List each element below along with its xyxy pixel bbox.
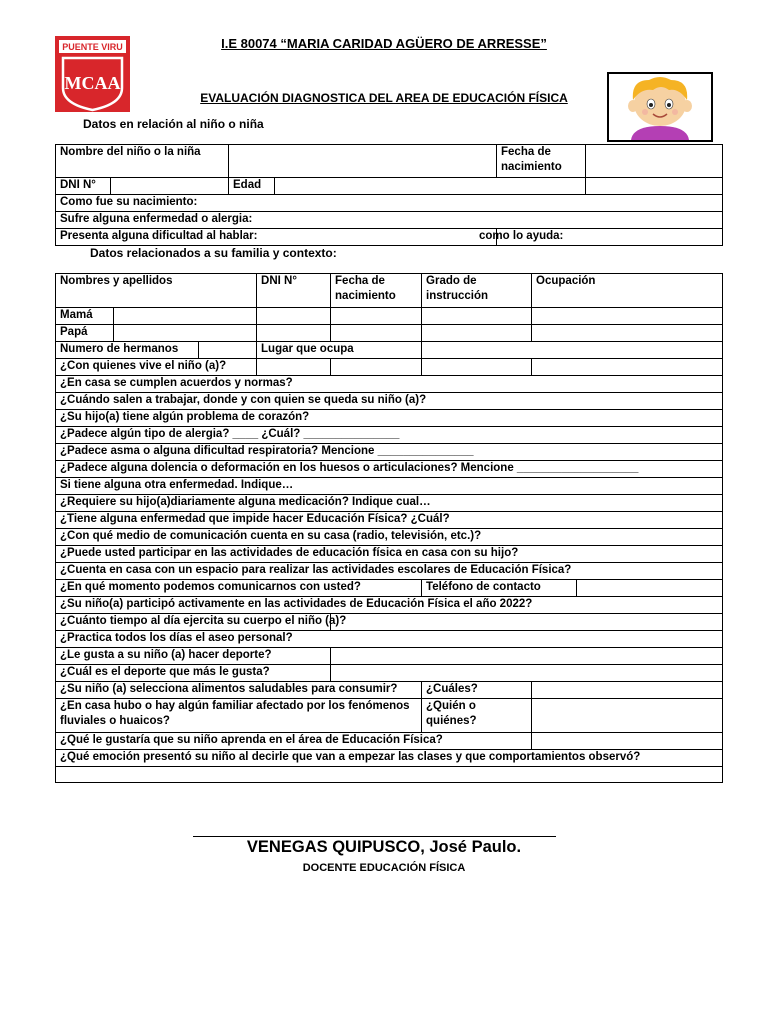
question-row[interactable]: ¿Con qué medio de comunicación cuenta en su casa (radio, televisión, etc.)? [56,529,723,546]
school-name: I.E 80074 “MARIA CARIDAD AGÜERO DE ARRESSE” [221,36,547,51]
help-row[interactable]: como lo ayuda: [497,229,723,246]
phone-field[interactable] [577,580,723,597]
teacher-name: VENEGAS QUIPUSCO, José Paulo. [246,838,522,856]
hygiene-question[interactable]: ¿Practica todos los días el aseo personal? [56,631,723,648]
question-row[interactable]: ¿Padece asma o alguna dificultad respiratoria? Mencione _______________ [56,444,723,461]
siblings-label: Numero de hermanos [56,342,199,359]
col-occupation: Ocupación [532,274,723,308]
contact-question: ¿En qué momento podemos comunicarnos con usted? [56,580,422,597]
age-label: Edad [229,178,275,195]
father-name-field[interactable] [114,325,257,342]
food-question: ¿Su niño (a) selecciona alimentos saludables para consumir? [56,682,422,699]
place-label: Lugar que ocupa [257,342,422,359]
age-field[interactable] [275,178,586,195]
lives-with-field-2[interactable] [331,359,422,376]
family-data-table [55,273,723,783]
child-name-field[interactable] [229,145,497,178]
question-row[interactable]: ¿Padece algún tipo de alergia? ____ ¿Cuál? _______________ [56,427,723,444]
birth-row[interactable]: Como fue su nacimiento: [56,195,723,212]
child-name-label: Nombre del niño o la niña [56,145,229,178]
birthdate-field[interactable] [586,145,723,178]
which-label: ¿Cuáles? [422,682,532,699]
flood-question: ¿En casa hubo o hay algún familiar afectado por los fenómenos fluviales o huaicos? [56,699,422,733]
who-field[interactable] [532,699,723,733]
mother-label: Mamá [56,308,114,325]
illness-row[interactable]: Sufre alguna enfermedad o alergia: [56,212,723,229]
family-section-heading: Datos relacionados a su familia y contexto: [90,246,337,260]
mother-job-field[interactable] [532,308,723,325]
fav-sport-question: ¿Cuál es el deporte que más le gusta? [56,665,331,682]
learn-question: ¿Qué le gustaría que su niño aprenda en el área de Educación Física? [56,733,532,750]
emotion-question[interactable]: ¿Qué emoción presentó su niño al decirle que van a empezar las clases y que comportamientos observó? [56,750,723,767]
question-row[interactable]: ¿Requiere su hijo(a)diariamente alguna medicación? Indique cual… [56,495,723,512]
phone-label: Teléfono de contacto [422,580,577,597]
child-section-heading: Datos en relación al niño o niña [83,117,264,131]
lives-with-field-1[interactable] [257,359,331,376]
mother-name-field[interactable] [114,308,257,325]
mother-edu-field[interactable] [422,308,532,325]
extra-field[interactable] [586,178,723,195]
logo-top-text: PUENTE VIRU [62,42,123,52]
sport-likes-field[interactable] [331,648,723,665]
which-field[interactable] [532,682,723,699]
col-education: Grado de instrucción [422,274,532,308]
exercise-question: ¿Cuánto tiempo al día ejercita su cuerpo el niño (a)? [56,614,331,631]
place-field[interactable] [422,342,723,359]
lives-with-field-4[interactable] [532,359,723,376]
logo-monogram: MCAA [64,73,121,93]
sport-likes-question: ¿Le gusta a su niño (a) hacer deporte? [56,648,331,665]
question-row[interactable]: ¿Tiene alguna enfermedad que impide hacer Educación Física? ¿Cuál? [56,512,723,529]
dni-field[interactable] [111,178,229,195]
question-row[interactable]: ¿Su hijo(a) tiene algún problema de corazón? [56,410,723,427]
signature-line [193,836,556,837]
speech-row[interactable]: Presenta alguna dificultad al hablar: [56,229,497,246]
lives-with-label: ¿Con quienes vive el niño (a)? [56,359,257,376]
page-title: EVALUACIÓN DIAGNOSTICA DEL AREA DE EDUCACIÓN FÍSICA [200,91,568,105]
learn-field[interactable] [532,733,723,750]
emotion-answer-field[interactable] [56,767,723,783]
question-row[interactable]: ¿Cuenta en casa con un espacio para realizar las actividades escolares de Educación Física? [56,563,723,580]
teacher-role: DOCENTE EDUCACIÓN FÍSICA [302,862,466,874]
father-dni-field[interactable] [257,325,331,342]
col-dni: DNI N° [257,274,331,308]
father-job-field[interactable] [532,325,723,342]
question-row[interactable]: ¿En casa se cumplen acuerdos y normas? [56,376,723,393]
lives-with-field-3[interactable] [422,359,532,376]
exercise-field[interactable] [331,614,723,631]
father-label: Papá [56,325,114,342]
father-birth-field[interactable] [331,325,422,342]
birthdate-label: Fecha de nacimiento [497,145,586,178]
col-names: Nombres y apellidos [56,274,257,308]
participated-question[interactable]: ¿Su niño(a) participó activamente en las actividades de Educación Física el año 2022? [56,597,723,614]
child-data-table [55,144,723,246]
mother-birth-field[interactable] [331,308,422,325]
who-label: ¿Quién o quiénes? [422,699,532,733]
mother-dni-field[interactable] [257,308,331,325]
dni-label: DNI N° [56,178,111,195]
question-row[interactable]: Si tiene alguna otra enfermedad. Indique… [56,478,723,495]
father-edu-field[interactable] [422,325,532,342]
siblings-field[interactable] [199,342,257,359]
fav-sport-field[interactable] [331,665,723,682]
question-row[interactable]: ¿Padece alguna dolencia o deformación en los huesos o articulaciones? Mencione ___________________ [56,461,723,478]
question-row[interactable]: ¿Puede usted participar en las actividades de educación física en casa con su hijo? [56,546,723,563]
col-birthdate: Fecha de nacimiento [331,274,422,308]
child-illustration [607,72,713,142]
question-row[interactable]: ¿Cuándo salen a trabajar, donde y con quien se queda su niño (a)? [56,393,723,410]
